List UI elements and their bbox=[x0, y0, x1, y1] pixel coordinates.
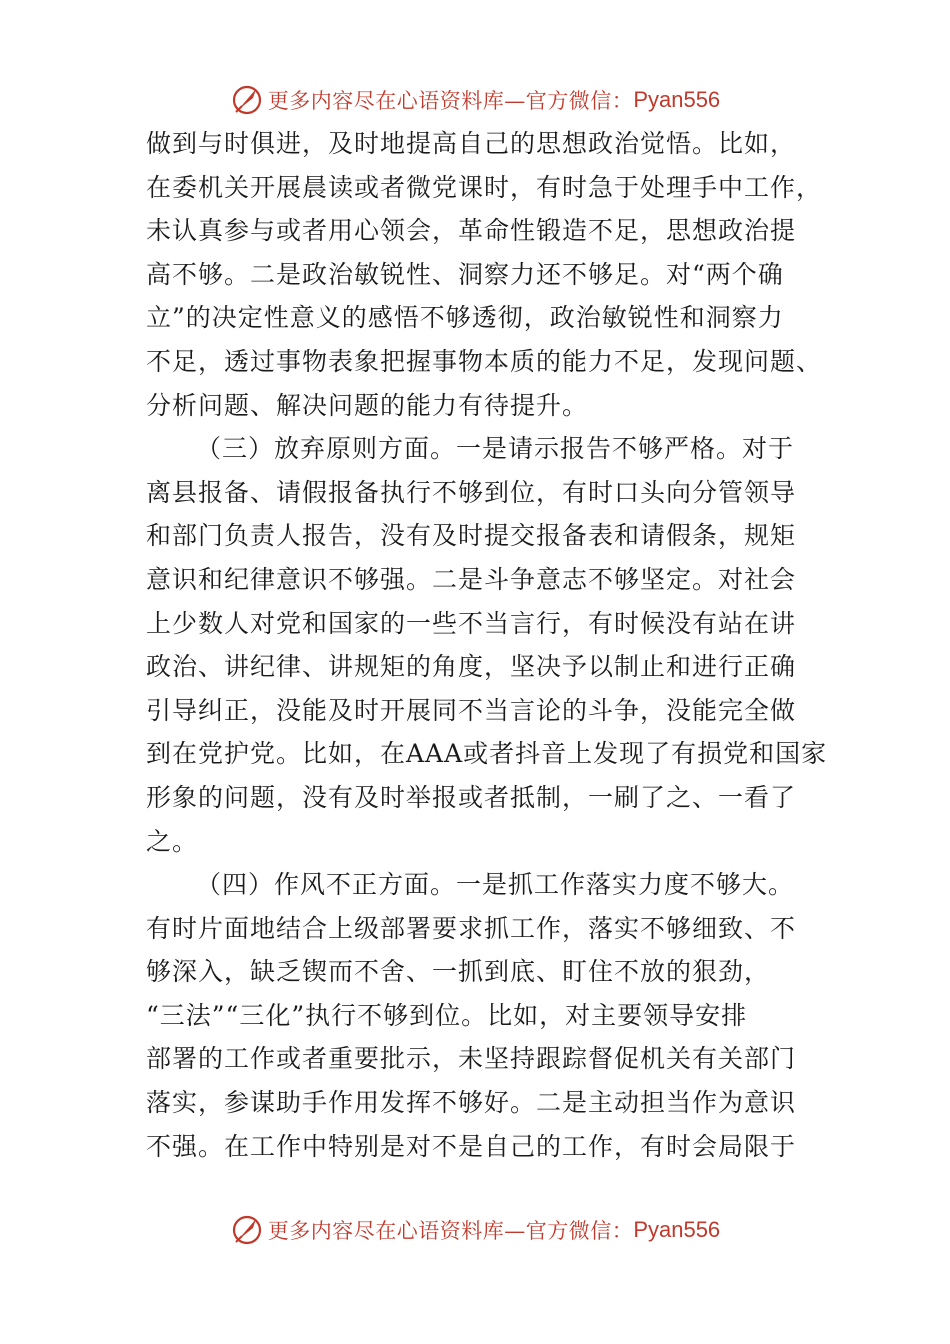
text-line: 不足，透过事物表象把握事物本质的能力不足，发现问题、 bbox=[146, 346, 823, 376]
footer-wechat-id: Pyan556 bbox=[633, 1217, 721, 1242]
header-wechat-id: Pyan556 bbox=[633, 87, 721, 112]
text-line: 做到与时俱进，及时地提高自己的思想政治觉悟。比如， bbox=[146, 129, 797, 158]
text-line: 到在党护党。比如，在AAA或者抖音上发现了有损党和国家 bbox=[146, 739, 828, 769]
header-banner bbox=[0, 80, 950, 120]
text-line: 在委机关开展晨读或者微党课时，有时急于处理手中工作， bbox=[146, 172, 823, 202]
text-line: 之。 bbox=[146, 826, 199, 856]
text-line: 落实，参谋助手作用发挥不够好。二是主动担当作为意识 bbox=[146, 1088, 797, 1118]
text-line: 部署的工作或者重要批示，未坚持跟踪督促机关有关部门 bbox=[146, 1044, 797, 1074]
header-banner-text: 更多内容尽在心语资料库—官方微信： bbox=[267, 89, 634, 113]
text-line: 离县报备、请假报备执行不够到位，有时口头向分管领导 bbox=[146, 477, 797, 507]
text-line: 有时片面地结合上级部署要求抓工作，落实不够细致、不 bbox=[146, 913, 797, 943]
text-line: 不强。在工作中特别是对不是自己的工作，有时会局限于 bbox=[146, 1131, 797, 1161]
text-line: 和部门负责人报告，没有及时提交报备表和请假条，规矩 bbox=[146, 521, 797, 551]
text-line: 够深入，缺乏锲而不舍、一抓到底、盯住不放的狠劲， bbox=[146, 957, 771, 987]
text-line: 立”的决定性意义的感悟不够透彻，政治敏锐性和洞察力 bbox=[146, 303, 784, 333]
text-line: （三）放弃原则方面。一是请示报告不够严格。对于 bbox=[196, 434, 795, 464]
text-line: （四）作风不正方面。一是抓工作落实力度不够大。 bbox=[196, 870, 795, 900]
text-line: 分析问题、解决问题的能力有待提升。 bbox=[146, 390, 589, 420]
text-line: 引导纠正，没能及时开展同不当言论的斗争，没能完全做 bbox=[146, 695, 797, 725]
text-line: “三法”“三化”执行不够到位。比如，对主要领导安排 bbox=[146, 1000, 748, 1030]
quill-pen-logo-icon bbox=[230, 1213, 264, 1247]
footer-banner bbox=[0, 1210, 950, 1250]
footer-banner-text: 更多内容尽在心语资料库—官方微信： bbox=[267, 1219, 634, 1243]
text-line: 形象的问题，没有及时举报或者抵制，一刷了之、一看了 bbox=[146, 782, 797, 812]
text-line: 高不够。二是政治敏锐性、洞察力还不够足。对“两个确 bbox=[146, 259, 784, 289]
text-line: 意识和纪律意识不够强。二是斗争意志不够坚定。对社会 bbox=[146, 564, 797, 594]
document-body bbox=[146, 122, 828, 1168]
text-line: 未认真参与或者用心领会，革命性锻造不足，思想政治提 bbox=[146, 216, 797, 246]
text-line: 政治、讲纪律、讲规矩的角度，坚决予以制止和进行正确 bbox=[146, 652, 797, 682]
text-line: 上少数人对党和国家的一些不当言行，有时候没有站在讲 bbox=[146, 608, 797, 638]
quill-pen-logo-icon bbox=[230, 83, 264, 117]
